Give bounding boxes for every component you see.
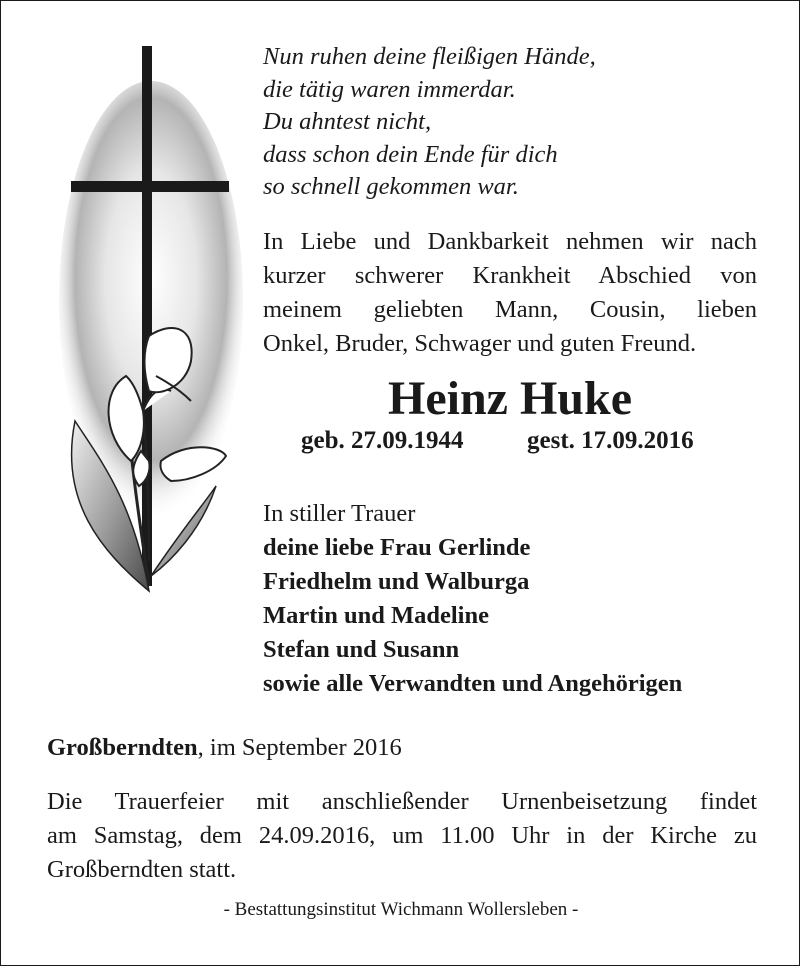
poem-line: Du ahntest nicht, — [263, 108, 432, 135]
mourner-name: Stefan und Susann — [263, 636, 460, 663]
place-name: Großberndten — [47, 734, 198, 761]
mourner-name: deine liebe Frau Gerlinde — [263, 534, 531, 561]
poem-line: dass schon dein Ende für dich — [263, 140, 558, 168]
poem-line: so schnell gekommen war. — [263, 173, 519, 200]
date-text: , im September 2016 — [197, 734, 402, 761]
farewell-text — [263, 225, 757, 361]
farewell-line: In Liebe und Dankbarkeit nehmen wir nach — [263, 228, 757, 255]
poem-verse — [263, 41, 763, 204]
mourners-list — [263, 497, 763, 701]
ceremony-line: Großberndten statt. — [47, 856, 237, 883]
place-and-date — [47, 731, 757, 765]
birth-date: geb. 27.09.1944 — [301, 427, 464, 454]
mourner-name: Friedhelm und Walburga — [263, 568, 530, 595]
death-date: gest. 17.09.2016 — [527, 427, 694, 454]
deceased-name: Heinz Huke — [387, 372, 632, 425]
mourners-intro: In stiller Trauer — [263, 500, 416, 527]
mourner-name: sowie alle Verwandten und Angehörigen — [263, 670, 683, 697]
farewell-line: kurzer schwerer Krankheit Abschied von — [263, 262, 757, 289]
cross-with-lilies-icon — [31, 31, 261, 611]
farewell-line: Onkel, Bruder, Schwager und guten Freund. — [263, 330, 697, 357]
mourner-name: Martin und Madeline — [263, 602, 489, 629]
farewell-line: meinem geliebten Mann, Cousin, lieben — [263, 296, 757, 323]
ceremony-notice — [47, 785, 757, 887]
funeral-home-credit: - Bestattungsinstitut Wichmann Wollersleben - — [223, 899, 579, 920]
ceremony-line: am Samstag, dem 24.09.2016, um 11.00 Uhr in der Kirche zu — [47, 822, 757, 849]
poem-line: Nun ruhen deine fleißigen Hände, — [263, 43, 596, 70]
poem-line: die tätig waren immerdar. — [263, 75, 516, 103]
ceremony-line: Die Trauerfeier mit anschließender Urnenbeisetzung findet — [47, 788, 757, 815]
